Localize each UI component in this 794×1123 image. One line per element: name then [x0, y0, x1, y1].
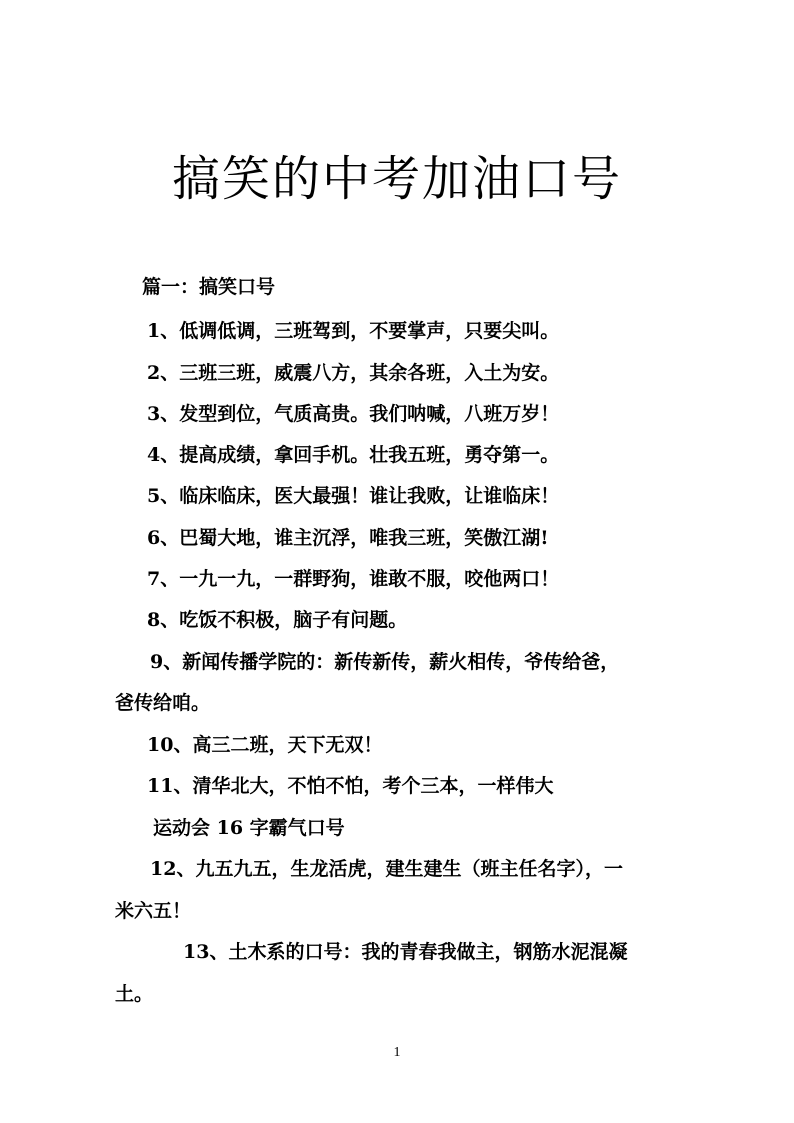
document-title: 搞笑的中考加油口号 [171, 151, 622, 207]
subheading: 运动会 16 字霸气口号 [153, 817, 345, 839]
slogan-line: 10、高三二班，天下无双！ [147, 734, 383, 756]
slogan-line-continued: 爸传给咱。 [115, 692, 211, 714]
slogan-line: 13、土木系的口号：我的青春我做主，钢筋水泥混凝 [183, 941, 628, 963]
page-number: 1 [393, 1045, 401, 1060]
slogan-line-continued: 米六五！ [115, 900, 192, 922]
slogan-line: 1、低调低调，三班驾到，不要掌声，只要尖叫。 [147, 320, 560, 342]
slogan-line: 12、九五九五，生龙活虎，建生建生（班主任名字），一 [150, 858, 623, 880]
slogan-line: 9、新闻传播学院的：新传新传，薪火相传，爷传给爸， [150, 651, 620, 673]
slogan-line: 5、临床临床，医大最强！谁让我败，让谁临床！ [147, 485, 560, 507]
slogan-line-continued: 土。 [115, 983, 154, 1005]
slogan-line: 6、巴蜀大地，谁主沉浮，唯我三班，笑傲江湖! [147, 527, 549, 549]
slogan-line: 3、发型到位，气质高贵。我们呐喊，八班万岁！ [147, 403, 560, 425]
slogan-line: 8、吃饭不积极，脑子有问题。 [147, 609, 408, 631]
section-heading: 篇一：搞笑口号 [142, 276, 276, 298]
slogan-line: 11、清华北大，不怕不怕，考个三本，一样伟大 [147, 775, 554, 797]
slogan-line: 4、提高成绩，拿回手机。壮我五班，勇夺第一。 [147, 444, 560, 466]
slogan-line: 2、三班三班，威震八方，其余各班，入土为安。 [147, 362, 560, 384]
slogan-line: 7、一九一九，一群野狗，谁敢不服，咬他两口！ [147, 568, 560, 590]
